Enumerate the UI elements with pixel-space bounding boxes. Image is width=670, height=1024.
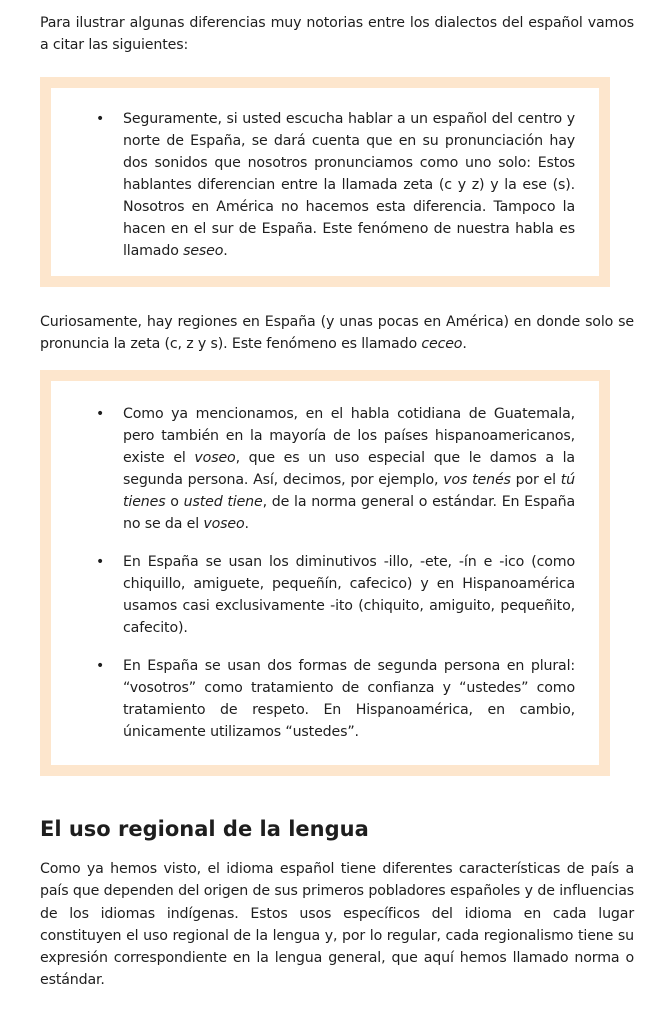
item-text: por el <box>510 472 561 488</box>
term-voseo: voseo <box>203 516 245 532</box>
intro-paragraph: Para ilustrar algunas diferencias muy notorias entre los dialectos del español vamos a citar las siguientes: <box>40 15 634 53</box>
term-voseo: voseo <box>194 450 236 466</box>
item-text: En España se usan los diminutivos -illo, -ete, -ín e -ico (como chiquillo, amiguete, pequeñín, cafecico) y en Hispanoamérica usamos casi exclusivamente -ito (chiquito, amiguito, pequeñito, cafecito). <box>123 554 575 636</box>
list-item-seseo <box>96 108 575 262</box>
item-text: , que es un uso especial que le damos a la segunda persona. Así, decimos, por ejemplo, <box>123 450 575 488</box>
section-paragraph: Como ya hemos visto, el idioma español tiene diferentes características de país a país que dependen del origen de sus primeros pobladores españoles y de influencias de los idiomas indígenas. Estos usos específicos del idioma en cada lugar constituyen el uso regional de la lengua y, por lo regular, cada regionalismo tiene su expresión correspondiente en la lengua general, que aquí hemos llamado norma o estándar. <box>40 861 634 989</box>
item-text: , de la norma general o estándar. En España no se da el <box>123 494 576 532</box>
term-seseo: seseo <box>183 243 224 259</box>
bullet-list <box>51 381 599 743</box>
list-item-voseo <box>96 403 576 535</box>
item-text: En España se usan dos formas de segunda persona en plural: “vosotros” como tratamiento de confianza y “ustedes” como tratamiento de respeto. En Hispanoamérica, en cambio, únicamente utilizamos “ustedes”. <box>123 658 575 740</box>
ceceo-paragraph <box>40 311 634 355</box>
example-box-differences <box>40 370 610 776</box>
item-text-end: . <box>244 516 249 532</box>
list-item-plural <box>96 655 575 743</box>
example-vos-tenes: vos tenés <box>443 472 511 488</box>
section-heading: El uso regional de la lengua <box>40 817 369 841</box>
paragraph-text: Curiosamente, hay regiones en España (y unas pocas en América) en donde solo se pronuncia la zeta (c, z y s). Este fenómeno es llamado <box>40 314 634 352</box>
item-text: Como ya mencionamos, en el habla cotidiana de Guatemala, pero también en la mayoría de los países hispanoamericanos, existe el <box>123 406 575 466</box>
bullet-icon: • <box>96 658 105 674</box>
term-ceceo: ceceo <box>421 336 463 352</box>
bullet-icon: • <box>96 111 105 127</box>
item-text: o <box>165 494 184 510</box>
example-usted-tiene: usted tiene <box>183 494 263 510</box>
bullet-icon: • <box>96 406 105 422</box>
bullet-list <box>51 88 599 262</box>
bullet-icon: • <box>96 554 105 570</box>
paragraph-text-end: . <box>462 336 467 352</box>
item-text: Seguramente, si usted escucha hablar a un español del centro y norte de España, se dará cuenta que en su pronunciación hay dos sonidos que nosotros pronunciamos como uno solo: Estos hablantes diferencian entre la llamada zeta (c y z) y la ese (s). Nosotros en América no hacemos esta diferencia. Tampoco la hacen en el sur de España. Este fenómeno de nuestra habla es llamado <box>123 111 575 259</box>
list-item-diminutivos <box>96 551 575 639</box>
example-tu-tienes: tú tienes <box>123 472 575 510</box>
item-text-end: . <box>223 243 228 259</box>
example-box-seseo <box>40 77 610 287</box>
